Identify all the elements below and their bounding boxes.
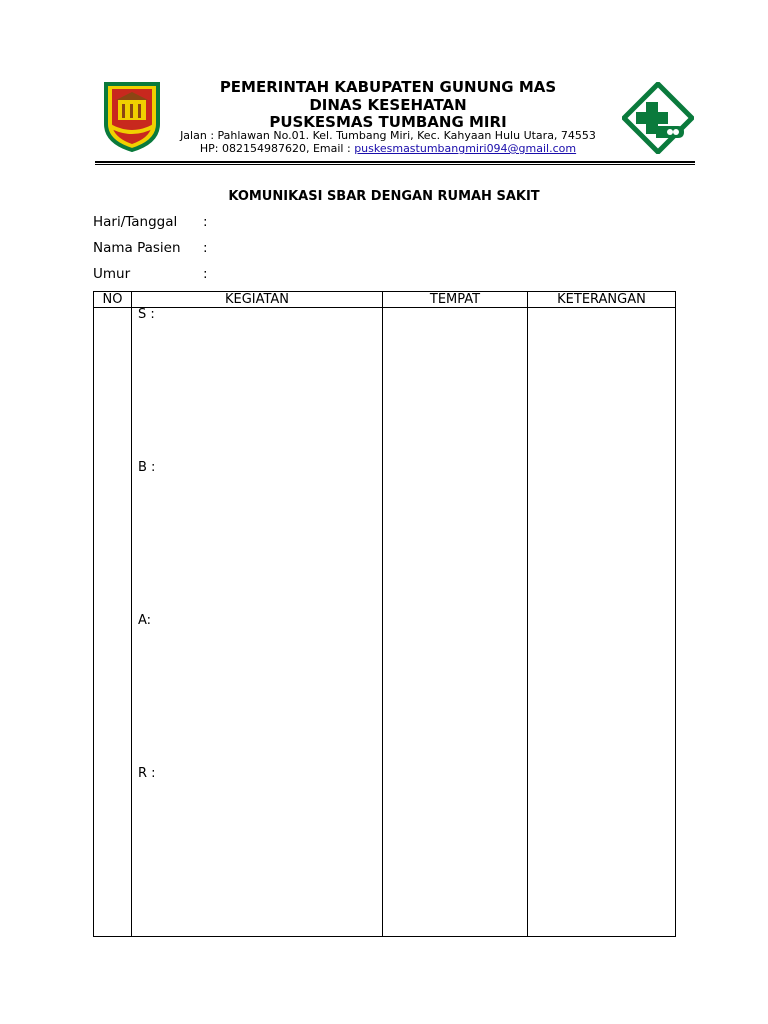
document-title: KOMUNIKASI SBAR DENGAN RUMAH SAKIT bbox=[228, 189, 540, 204]
col-header-kegiatan: KEGIATAN bbox=[132, 292, 383, 308]
contact-phone: HP: 082154987620, Email : bbox=[199, 142, 355, 155]
field-separator: : bbox=[203, 266, 208, 282]
field-label: Hari/Tanggal bbox=[93, 214, 178, 230]
cell-no[interactable] bbox=[94, 308, 132, 937]
entry-situation: S : bbox=[138, 307, 155, 322]
field-separator: : bbox=[203, 240, 208, 256]
table-header-row bbox=[94, 292, 676, 308]
col-header-tempat: TEMPAT bbox=[383, 292, 528, 308]
email-link[interactable]: puskesmastumbangmiri094@gmail.com bbox=[354, 142, 577, 155]
entry-assessment: A: bbox=[138, 613, 152, 628]
entry-recommendation: R : bbox=[138, 766, 156, 781]
cell-keterangan[interactable] bbox=[528, 308, 676, 937]
field-hari-tanggal bbox=[93, 214, 208, 230]
field-umur bbox=[93, 266, 208, 282]
field-label: Nama Pasien bbox=[93, 240, 181, 256]
header-rule bbox=[95, 161, 695, 163]
entry-background: B : bbox=[138, 460, 156, 475]
col-header-no: NO bbox=[94, 292, 132, 308]
cell-kegiatan[interactable] bbox=[132, 308, 383, 937]
header-contact bbox=[168, 142, 608, 155]
col-header-keterangan: KETERANGAN bbox=[528, 292, 676, 308]
header-address: Jalan : Pahlawan No.01. Kel. Tumbang Miri, Kec. Kahyaan Hulu Utara, 74553 bbox=[180, 129, 596, 142]
table-row bbox=[94, 308, 676, 937]
cell-tempat[interactable] bbox=[383, 308, 528, 937]
field-label: Umur bbox=[93, 266, 131, 282]
header-rule-thin bbox=[95, 164, 695, 165]
header-line-2: DINAS KESEHATAN bbox=[309, 96, 467, 114]
puskesmas-cross-icon bbox=[622, 82, 694, 154]
field-nama-pasien bbox=[93, 240, 208, 256]
header-line-1: PEMERINTAH KABUPATEN GUNUNG MAS bbox=[219, 78, 557, 96]
sbar-table bbox=[93, 291, 676, 937]
header-line-3: PUSKESMAS TUMBANG MIRI bbox=[269, 113, 507, 131]
field-separator: : bbox=[203, 214, 208, 230]
